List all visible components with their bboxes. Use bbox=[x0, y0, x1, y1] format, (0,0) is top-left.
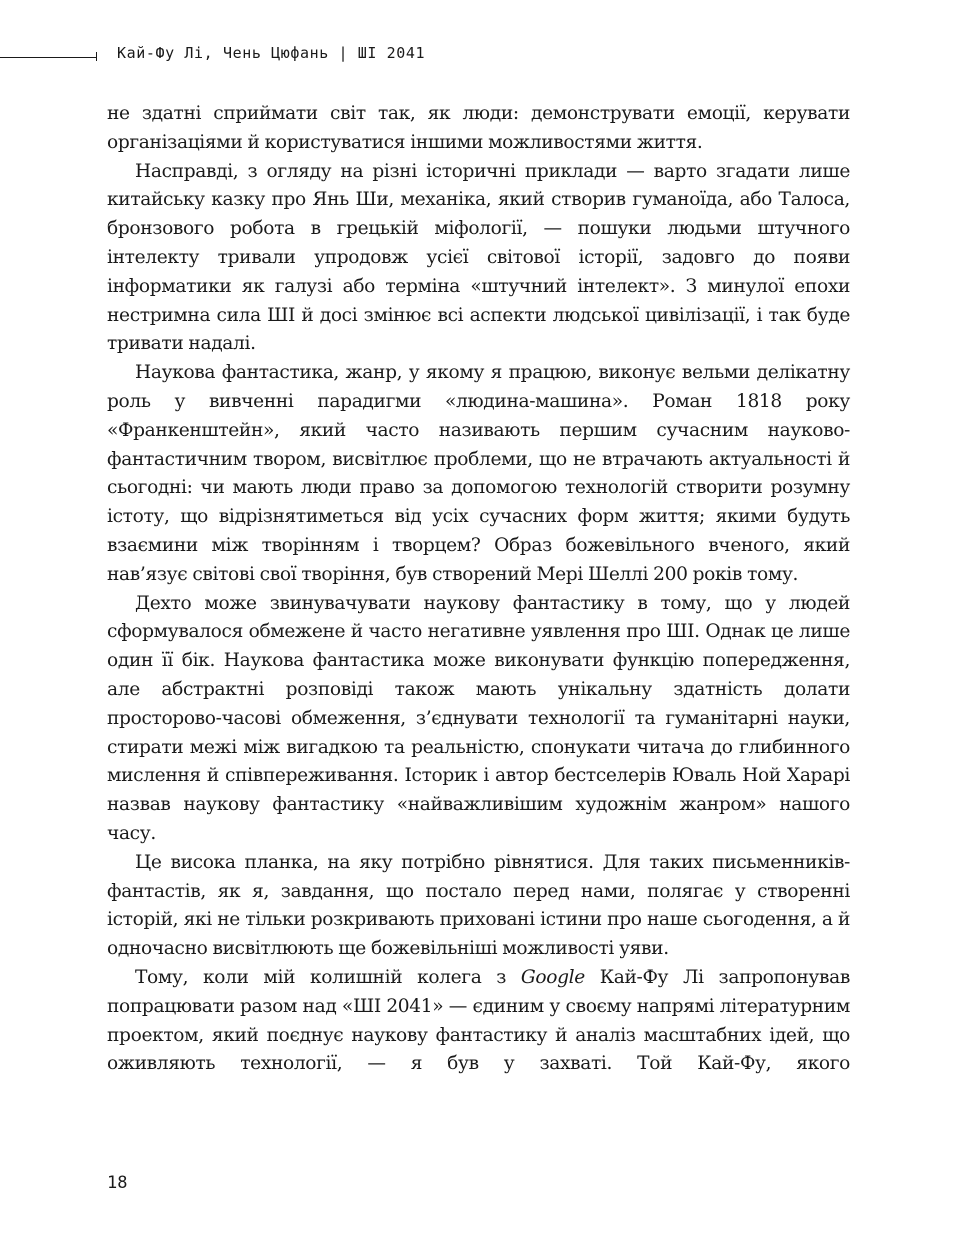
paragraph bbox=[107, 964, 850, 1079]
header-rule-tick bbox=[96, 52, 97, 61]
emphasis-google: Google bbox=[520, 966, 585, 988]
paragraph-text: Тому, коли мій колишній колега з bbox=[135, 966, 521, 988]
paragraph: Дехто може звинувачувати наукову фантастику в тому, що у людей сформувалося обмежене й часто негативне уявлення про ШІ. Однак це лише один її бік. Наукова фантастика може виконувати функцію попередження, але абстрактні розповіді також мають унікальну здатність долати просторово-часові обмеження, з’єднувати технології та гуманітарні науки, стирати межі між вигадкою та реальністю, спонукати читача до глибинного мислення й співпереживання. Історик і автор бестселерів Юваль Ной Харарі назвав наукову фантастику «найважливішим художнім жанром» нашого часу. bbox=[107, 592, 850, 844]
paragraph: Наукова фантастика, жанр, у якому я працюю, виконує вельми делікатну роль у вивченні парадигми «людина-машина». Роман 1818 року «Франкенштейн», який часто називають першим сучасним науково-фантастичним твором, висвітлює проблеми, що не втрачають актуальності й сьогодні: чи мають люди право за допомогою технологій створити розумну істоту, що відрізнятиметься від усіх сучасних форм життя; якими будуть взаємини між творінням і творцем? Образ божевільного вченого, який нав’язує світові свої творіння, був створений Мері Шеллі 200 років тому. bbox=[107, 362, 850, 585]
paragraph: Це висока планка, на яку потрібно рівнятися. Для таких письменників-фантастів, як я, завдання, що постало перед нами, полягає у створенні історій, які не тільки розкривають приховані істини про наше сьогодення, а й одночасно висвітлюють ще божевільніші можливості уяви. bbox=[107, 851, 850, 960]
running-header: Кай-Фу Лі, Чень Цюфань | ШІ 2041 bbox=[117, 44, 426, 62]
header-rule bbox=[0, 57, 96, 58]
page-number: 18 bbox=[107, 1173, 128, 1193]
paragraph: не здатні сприймати світ так, як люди: демонструвати емоції, керувати організаціями й користуватися іншими можливостями життя. bbox=[107, 103, 850, 153]
paragraph-text: Кай-Фу Лі запропонував попрацювати разом над «ШІ 2041» — єдиним у своєму напрямі літературним проектом, який поєднує наукову фантастику й аналіз масштабних ідей, що оживляють технології, — я був у захваті. Той Кай-Фу, якого bbox=[107, 966, 850, 1075]
paragraph: Насправді, з огляду на різні історичні приклади — варто згадати лише китайську казку про Янь Ши, механіка, який створив гуманоїда, або Талоса, бронзового робота в грецькій міфології, — пошуки людьми штучного інтелекту тривали упродовж усієї світової історії, задовго до появи інформатики як галузі або терміна «штучний інтелект». З минулої епохи нестримна сила ШІ й досі змінює всі аспекти людської цивілізації, і так буде тривати надалі. bbox=[107, 160, 850, 355]
body-text bbox=[107, 100, 850, 1079]
